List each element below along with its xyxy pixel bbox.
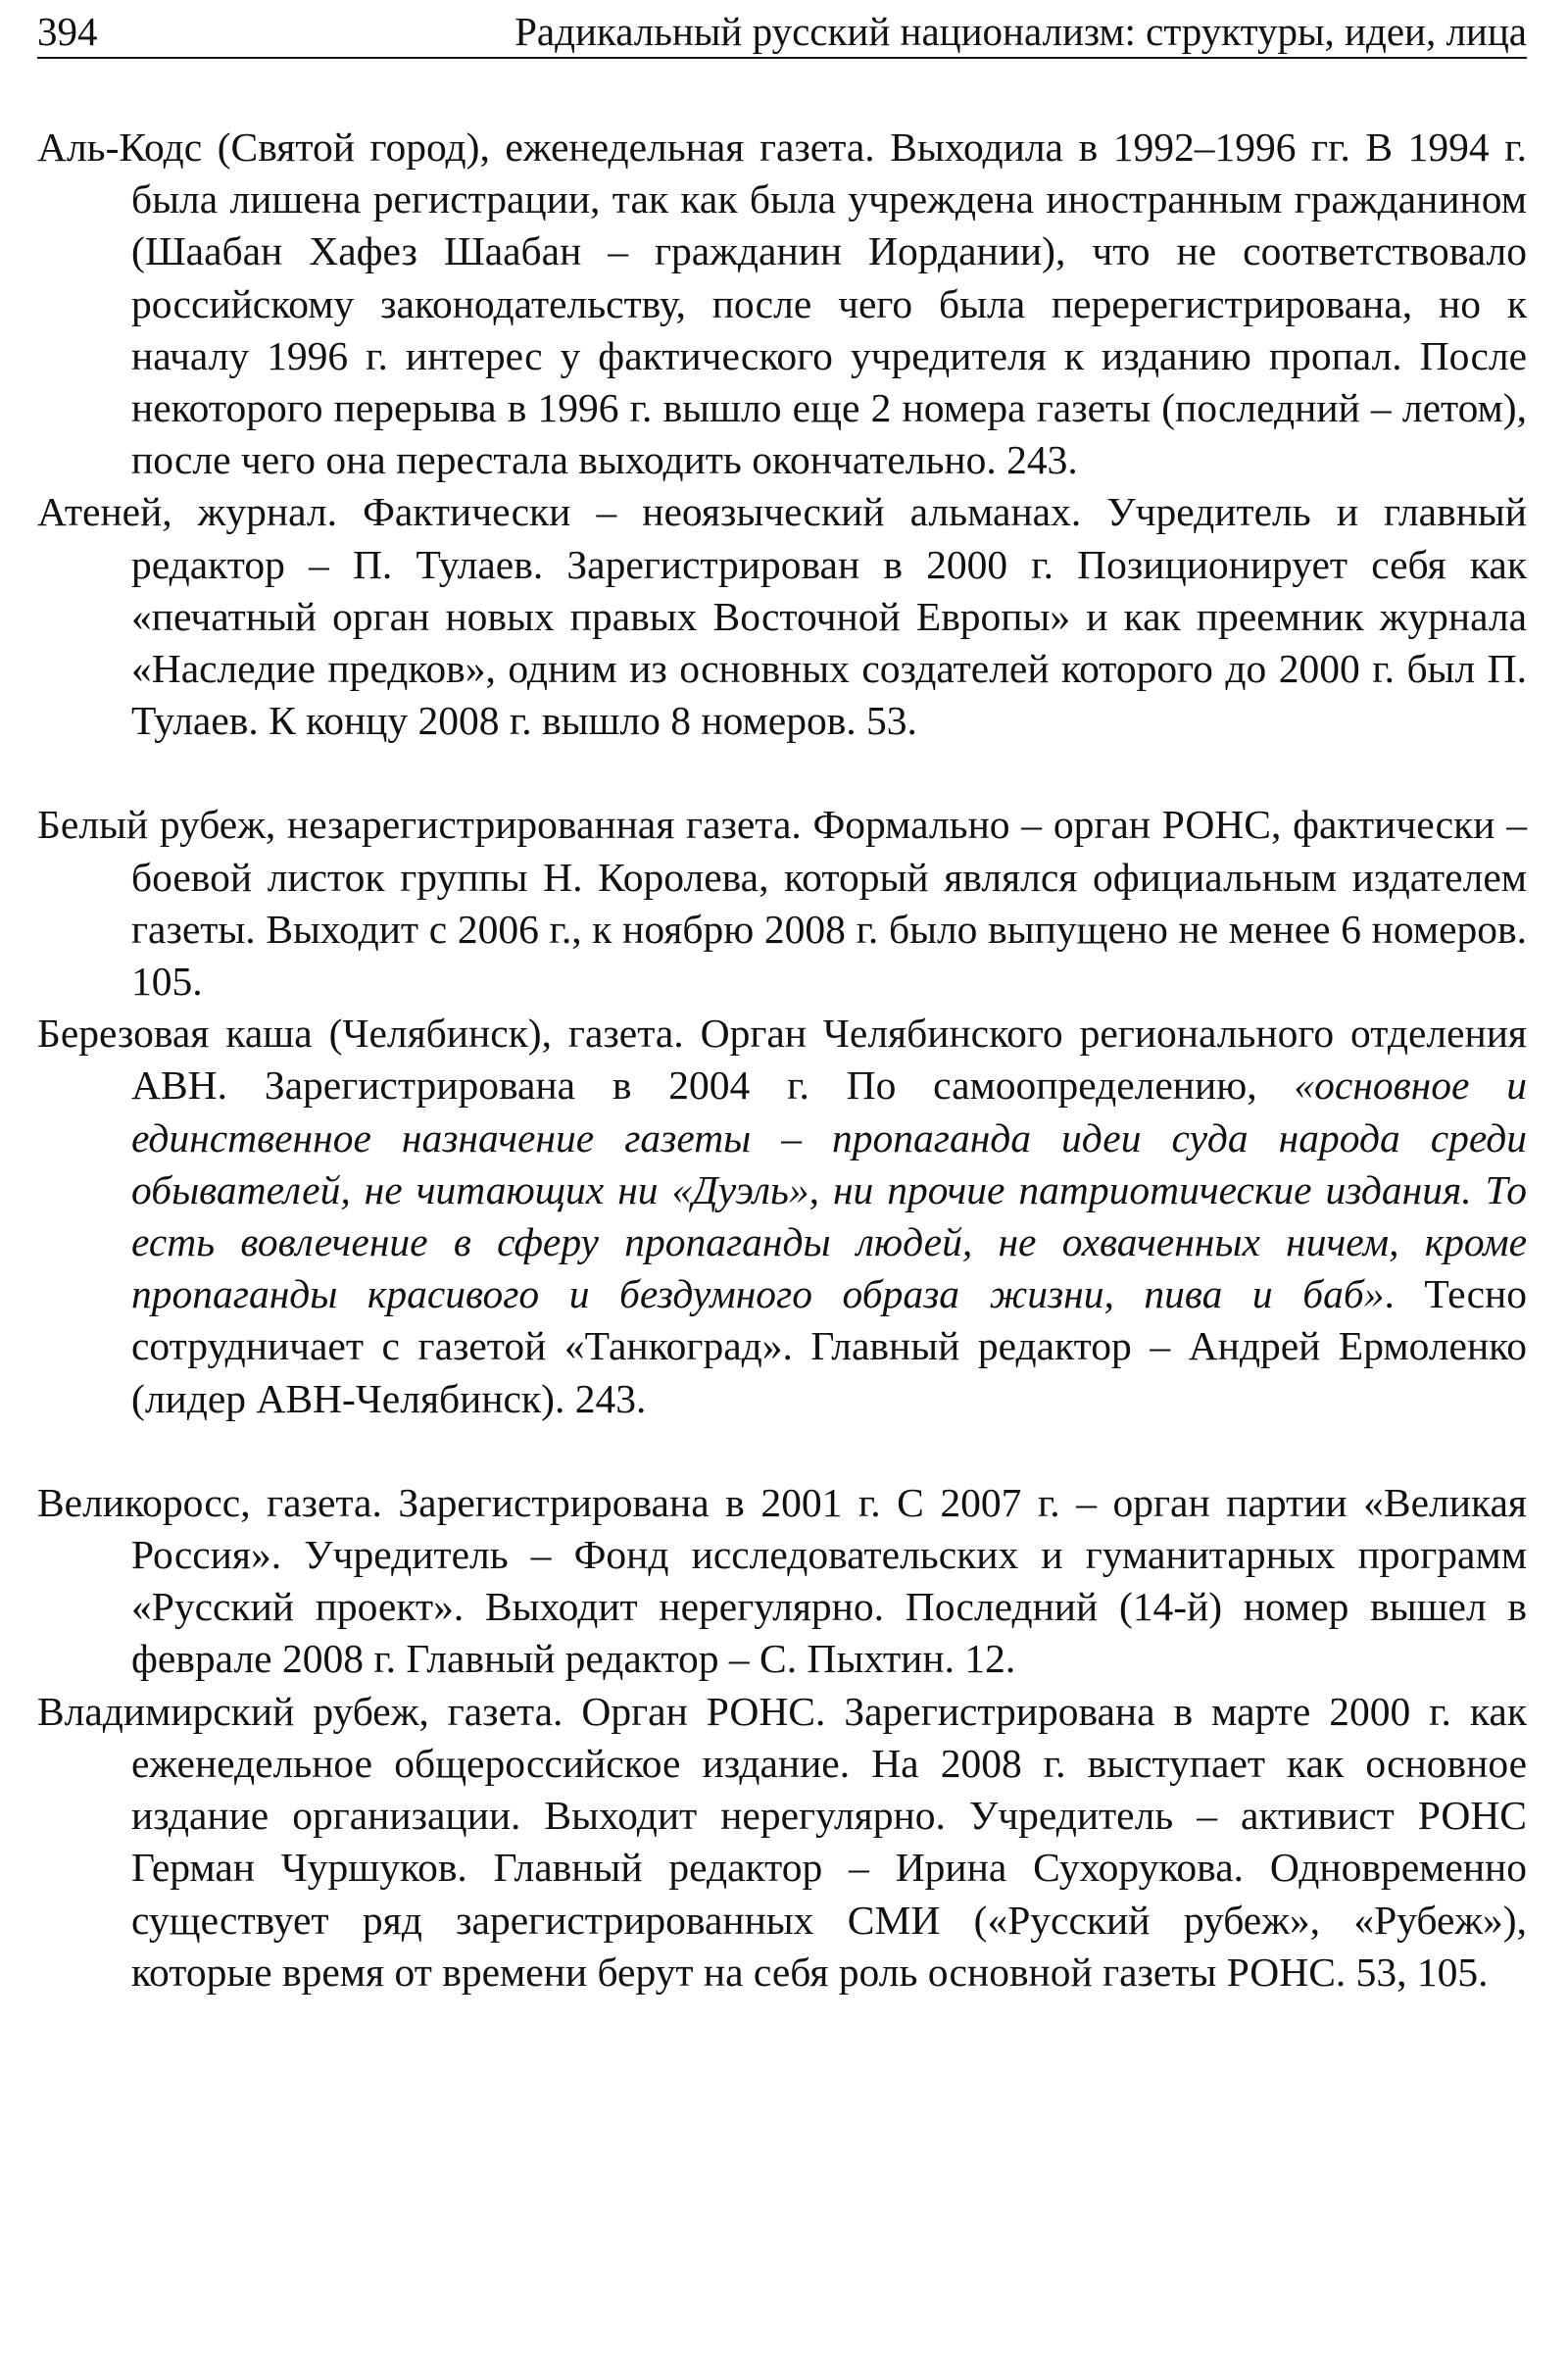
entry-text: Великоросс, газета. Зарегистрирована в 2001 г. С 2007 г. – орган партии «Великая Россия». Учредитель – Фонд исследовательских и гуманитарных программ «Русский проект». Выходит нерегулярно. Последний (14-й) номер вышел в феврале 2008 г. Главный редактор – С. Пыхтин. 12. <box>37 1479 1527 1682</box>
running-header <box>37 6 1527 59</box>
entry-text-continued: . Тесно сотрудничает с газетой «Танкоград». Главный редактор – Андрей Ермоленко (лидер АВН-Челябинск). 243. <box>131 1271 1527 1421</box>
entry-quote: «основное и единственное назначение газеты – пропаганда идеи суда народа среди обывателей, не читающих ни «Дуэль», ни прочие патриотические издания. То есть вовлечение в сферу пропаганды людей, не охваченных ничем, кроме пропаганды красивого и бездумного образа жизни, пива и баб» <box>131 1062 1528 1317</box>
entry-text: Владимирский рубеж, газета. Орган РОНС. Зарегистрирована в марте 2000 г. как еженедельное общероссийское издание. На 2008 г. выступает как основное издание организации. Выходит нерегулярно. Учредитель – активист РОНС Герман Чуршуков. Главный редактор – Ирина Сухорукова. Одновременно существует ряд зарегистрированных СМИ («Русский рубеж», «Рубеж»), которые время от времени берут на себя роль основной газеты РОНС. 53, 105. <box>37 1688 1527 1995</box>
entry-text: Березовая каша (Челябинск), газета. Орган Челябинского регионального отделения АВН. Зарегистрирована в 2004 г. По самоопределению, <box>37 1011 1527 1109</box>
entry-berezovaya-kasha <box>37 1008 1527 1425</box>
entry-atenei <box>37 486 1527 747</box>
entry-velikoross <box>37 1477 1527 1686</box>
entry-vladimirskii-rubezh <box>37 1686 1527 1999</box>
page-number: 394 <box>37 9 98 54</box>
glossary-entries <box>37 122 1527 1999</box>
running-title: Радикальный русский национализм: структуры, идеи, лица <box>514 9 1527 54</box>
entry-text: Атеней, журнал. Фактически – неоязыческий альманах. Учредитель и главный редактор – П. Тулаев. Зарегистрирован в 2000 г. Позиционирует себя как «печатный орган новых правых Восточной Европы» и как преемник журнала «Наследие предков», одним из основных создателей которого до 2000 г. был П. Тулаев. К концу 2008 г. вышло 8 номеров. 53. <box>37 489 1527 744</box>
book-page <box>37 0 1527 2370</box>
entry-belyi-rubezh <box>37 799 1527 1008</box>
entry-text: Белый рубеж, незарегистрированная газета. Формально – орган РОНС, фактически – боевой листок группы Н. Королева, который являлся официальным издателем газеты. Выходит с 2006 г., к ноябрю 2008 г. было выпущено не менее 6 номеров. 105. <box>37 802 1527 1005</box>
entry-al-kods <box>37 122 1527 486</box>
entry-text: Аль-Кодс (Святой город), еженедельная газета. Выходила в 1992–1996 гг. В 1994 г. была лишена регистрации, так как была учреждена иностранным гражданином (Шаабан Хафез Шаабан – гражданин Иордании), что не соответствовало российскому законодательству, после чего была перерегистрирована, но к началу 1996 г. интерес у фактического учредителя к изданию пропал. После некоторого перерыва в 1996 г. вышло еще 2 номера газеты (последний – летом), после чего она перестала выходить окончательно. 243. <box>37 124 1527 483</box>
